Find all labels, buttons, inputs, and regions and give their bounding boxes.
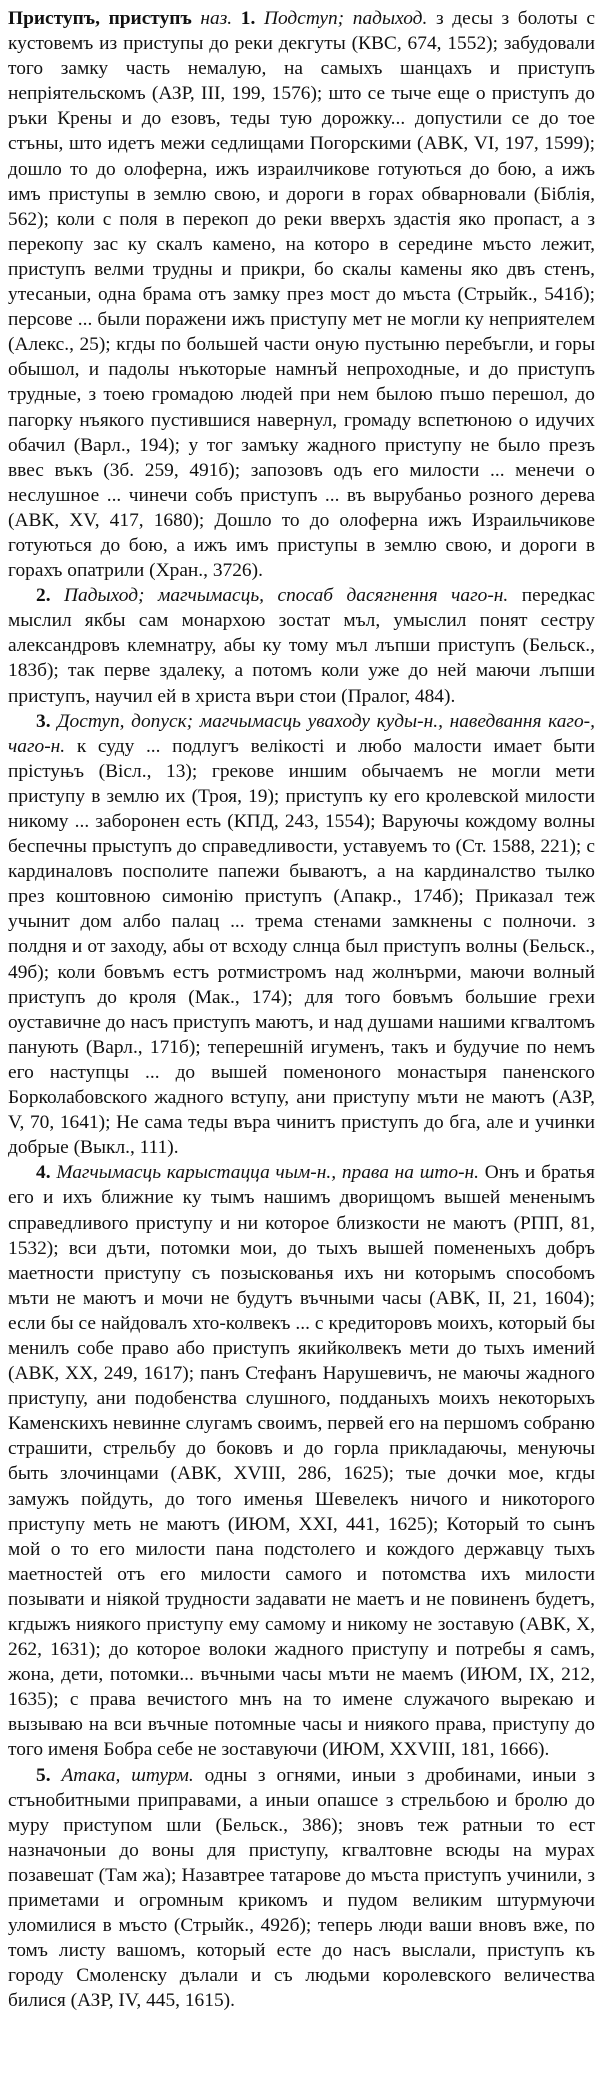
sense-text: одны з огнями, иныи з дробинами, иныи з стънобитными приправами, а иныи опашсе з стрельбою и бролю до муру приступом шли (Бельск., 386); зновъ теж ратныи то ест назначоныи до воны для приступу, кгвалтовне всюды на мурах позавешат (Там жа); Назавтрее татарове до мъста приступъ учинили, з приметами и огромным крикомъ и пудом великим штурмуючи уломилися в мъсто (Стрыйк., 492б); теперь люди ваши вновъ вже, по томъ листу вашомъ, который есте до насъ выслали, приступъ къ городу Смоленску дълали и съ людьми королевского величества билися (АЗР, IV, 445, 1615).: [8, 1764, 595, 2012]
sense-1: [8, 6, 595, 583]
sense-5: [8, 1763, 595, 2014]
sense-2: [8, 583, 595, 708]
sense-1-paragraph: [8, 6, 595, 583]
sense-gloss: Магчымасць карыстацца чым-н., права на што-н.: [56, 1162, 479, 1184]
sense-text: к суду ... подлугъ велікості и любо малости имает быти прістуњъ (Вісл., 13); грекове иншим обычаемъ не могли мети приступу в землю их (Троя, 19); приступъ ку его кролевской милости никому ... заборонен есть (КПД, 243, 1554); Варуючы кождому волны беспечны прыступъ до справедливости, уставуемъ то (Ст. 1588, 221); с кардиналовъ посполите папежи бываютъ, а на кардиналство тылко през коштовною симонію приступъ (Апакр., 174б); Приказал теж учынит дом албо палац ... трема стенами замкнены с полночи. з полдня и от заходу, абы от всходу слнца был приступъ волны (Бельск., 49б); коли бовъмъ естъ ротмистромъ над жолнърми, маючи волный приступъ до кроля (Мак., 174); для того бовъмъ большие грехи оуставичне до насъ приступъ маютъ, и над душами нашими кгвалтомъ панують (Варл., 171б); теперешній игуменъ, такъ и будучие по немъ его наступцы ... до вышей поменоного монастыря паненского Борколабовского жадного вступу, ани приступу мъти не маютъ (АЗР, V, 70, 1641); Не сама теды въра чинитъ приступъ до бга, але и учинки добрые (Выкл., 111).: [8, 735, 595, 1159]
part-of-speech: наз.: [200, 8, 233, 29]
headword: Приступъ, приступъ: [8, 8, 192, 29]
sense-gloss: Доступ, допуск; магчымасць уваходу куды-н., наведвання каго-, чаго-н.: [8, 710, 595, 757]
sense-number: 2.: [36, 585, 51, 607]
sense-4: [8, 1160, 595, 1762]
sense-gloss: Атака, штурм.: [61, 1764, 194, 1786]
sense-4-paragraph: [8, 1160, 595, 1762]
sense-text: з десы з болоты с кустовемъ из приступы до реки декгуты (КВС, 674, 1552); забудовали того замку часть немалую, на самыхъ шанцахъ и приступъ непріятельскомъ (АЗР, III, 199, 1576); што се тыче еще о приступъ до ръки Крены и до езовъ, теды тую дорожку... допустили се до тое стъны, што идетъ межи седлищами Погорскими (АВК, VI, 197, 1599); дошло то до олоферна, ижъ израилчикове готуються до бою, а ижъ имъ приступы в землю свою, и дороги в горах обварновали (Біблія, 562); коли с поля в перекоп до реки вверхъ здастія яко пропаст, а з перекопу зас ку скалъ камено, на которо в середине мъсто лежит, приступъ велми трудны и прикри, бо скалы камены яко двъ стенъ, утесаныи, одна брама отъ замку през мост до мъста (Стрыйк., 541б); персове ... были поражени ижъ приступу мет не могли ку неприятелем (Алекс., 25); кгды по большей части оную пустыню перебъгли, и горы обышол, и падолы нъкоторые намнъй непроходные, и до приступъ трудные, з тоею громадою людей при нем былою пъшо перешол, до пагорку нъякого пустившися навернул, громаду вспетюною о идучих обачил (Варл., 194); у тог замъку жадного приступу не было презъ ввес въкъ (3б. 259, 491б); запозовъ одъ его милости ... менечи о неслушное ... чинечи собъ приступъ ... въ вырубаньо розного дерева (АВК, XV, 417, 1680); Дошло то до олоферна ижъ Израильчикове готуються до бою, а ижъ имъ приступы в землю свою, и дороги в горахъ опатрили (Хран., 3726).: [8, 8, 595, 582]
sense-5-paragraph: [8, 1763, 595, 2014]
sense-number: 4.: [36, 1162, 51, 1184]
sense-3: [8, 709, 595, 1161]
sense-3-paragraph: [8, 709, 595, 1161]
sense-number: 1.: [240, 8, 256, 29]
sense-2-paragraph: [8, 583, 595, 708]
sense-text: передкас мыслил якбы сам монархою зостат мъл, умыслил понят сестру александровъ клемнатру, абы ку тому мъл лъпши приступъ (Бельск., 183б); так перве здалеку, а потомъ коли уже до ней маючи лъпши приступъ, научил ей в христа въри стои (Пралог, 484).: [8, 585, 595, 707]
sense-gloss: Падыход; магчымасць, спосаб дасягнення чаго-н.: [64, 585, 509, 607]
sense-text: Онъ и братья его и ихъ ближние ку тымъ нашимъ дворищомъ вышей мененымъ справедливого приступу и ни которое близкости не маютъ (РПП, 81, 1532); вси дъти, потомки мои, до тыхъ вышей помененыхъ добръ маетности приступу съ позыскованья ихъ ни которымъ способомъ мъти не маютъ и мочи не будутъ въчными часы (АВК, II, 21, 1604); если бы се найдовалъ хто-колвекъ ... с кредиторовъ моихъ, который бы менилъ собе право або приступъ якийколвекъ мети до тыхъ имений (АВК, XX, 249, 1617); панъ Стефанъ Нарушевичъ, не маючы жадного приступу, ани подобенства слушного, подданыхъ моихъ некоторыхъ Каменскихъ невинне слугамъ своимъ, первей его на першомъ собраню страшити, стрельбу до боковъ и до горла прикладаючы, менуючы быть злочинцами (АВК, XVIII, 286, 1625); тые дочки мое, кгды замужъ пойдуть, до того именья Шевелекъ ничого и никоторого приступу меть не маютъ (ИЮМ, XXI, 441, 1625); Который то сынъ мой о то его милости пана подстолего и кождого державцу тыхъ маетностей отъ его милости самого и потомства ихъ милости позывати и ніякой трудности задавати не маетъ и не повиненъ будетъ, кгдыжъ ниякого приступу ему самому и никому не зоставую (АВК, X, 262, 1631); до которое волоки жадного приступу и потребы я самъ, жона, дети, потомки... въчными часы мъти не маемъ (ИЮМ, IX, 212, 1635); с права вечистого мнъ на то имене служачого вырекаю и вызываю на вси въчные потомные часы и ниякого права, приступу до того именя Бобра себе не зоставуючи (ИЮМ, XXVIII, 181, 1666).: [8, 1162, 595, 1761]
sense-gloss: Подступ; падыход.: [263, 8, 428, 29]
sense-number: 5.: [36, 1764, 51, 1786]
sense-number: 3.: [36, 710, 51, 732]
